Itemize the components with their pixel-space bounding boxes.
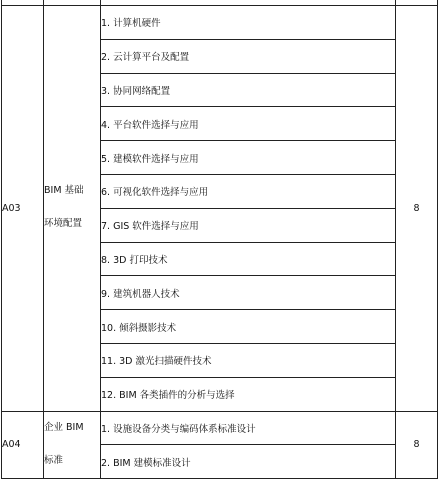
content-item: 4. 平台软件选择与应用 [101, 107, 396, 141]
category-line: 标准 [44, 454, 64, 466]
content-item: 7. GIS 软件选择与应用 [101, 208, 396, 242]
table-row [2, 6, 438, 40]
content-item: 8. 3D 打印技术 [101, 242, 396, 276]
content-item: 1. 设施设备分类与编码体系标准设计 [101, 411, 396, 445]
content-item: 10. 倾斜摄影技术 [101, 310, 396, 344]
hours-cell: 8 [396, 411, 438, 479]
module-category [44, 6, 101, 412]
content-item: 9. 建筑机器人技术 [101, 276, 396, 310]
table-row [2, 411, 438, 445]
content-item: 11. 3D 激光扫描硬件技术 [101, 343, 396, 377]
content-item: 12. BIM 各类插件的分析与选择 [101, 377, 396, 411]
content-item: 5. 建模软件选择与应用 [101, 141, 396, 175]
module-code: A04 [2, 411, 44, 479]
content-item: 2. BIM 建模标准设计 [101, 445, 396, 479]
content-item: 6. 可视化软件选择与应用 [101, 174, 396, 208]
hours-cell: 8 [396, 6, 438, 412]
module-code: A03 [2, 6, 44, 412]
content-item: 2. 云计算平台及配置 [101, 39, 396, 73]
content-item: 3. 协同网络配置 [101, 73, 396, 107]
category-line: BIM 基础 [44, 185, 84, 197]
category-line: 企业 BIM [44, 422, 84, 434]
module-category [44, 411, 101, 479]
category-line: 环境配置 [44, 218, 83, 230]
content-item: 1. 计算机硬件 [101, 6, 396, 40]
curriculum-table [1, 0, 438, 479]
